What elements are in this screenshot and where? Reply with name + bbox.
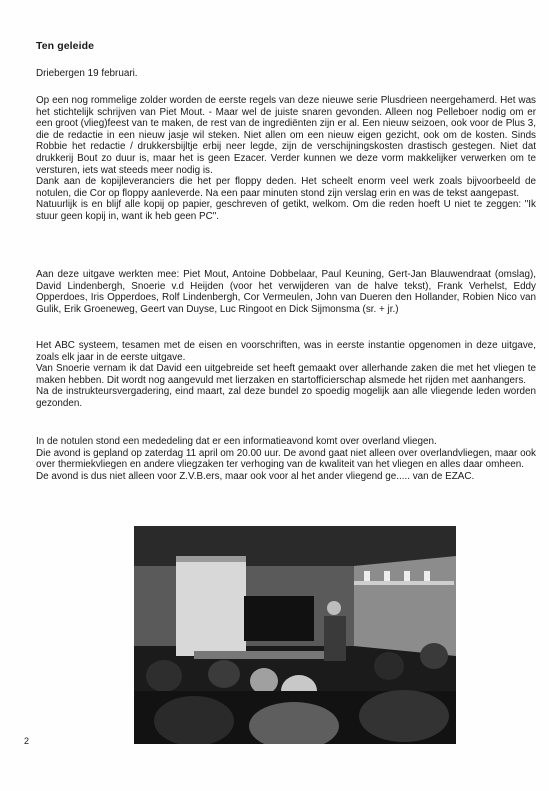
meeting-photo-image bbox=[134, 526, 456, 744]
paragraph-contributors bbox=[36, 269, 536, 315]
article-title: Ten geleide bbox=[36, 40, 95, 52]
paragraph-text: Van Snoerie vernam ik dat David een uitgebreide set heeft gemaakt over allerhande zaken die met het vliegen te maken hebben. Dit wordt nog aangevuld met lierzaken en startofficierschap alsmede het rijden met aanhangers. bbox=[36, 363, 536, 386]
paragraph-text: Het ABC systeem, tesamen met de eisen en voorschriften, was in eerste instantie opgenomen in deze uitgave, zoals elk jaar in de eerste uitgave. bbox=[36, 340, 536, 363]
paragraph-text: De avond is dus niet alleen voor Z.V.B.ers, maar ook voor al het ander vliegend ge..... van de EZAC. bbox=[36, 470, 475, 482]
paragraph-text: Dank aan de kopijleveranciers die het per floppy deden. Het scheelt enorm veel werk zoals bijvoorbeeld de notulen, die Cor op floppy aanleverde. Na een paar minuten stond zijn verslag erin en was de tekst aangepast. bbox=[36, 176, 536, 199]
page-number: 2 bbox=[24, 736, 30, 746]
paragraph-text: Na de instrukteursvergadering, eind maart, zal deze bundel zo spoedig mogelijk aan alle vliegende leden worden gezonden. bbox=[36, 386, 536, 409]
paragraph-abc-system bbox=[36, 340, 536, 410]
paragraph-text: Op een nog rommelige zolder worden de eerste regels van deze nieuwe serie Plusdrieen neergehamerd. Het was het stichtelijk schrijven van Piet Mout. - Maar wel de juiste snaren gevonden. Alleen nog Pelleboer nodig om er een groot (vlieg)feest van te maken, de rest van de ingrediënten zijn er al. Een nieuw seizoen, ook voor de Plus 3, die de redactie in een nieuw jasje wil steken. Niet allen om een nieuw eigen gezicht, ook om de kosten. Sinds Robbie het redactie / drukkersbijltje erbij neer legde, zijn de verschijningskosten drastisch gestegen. Niet dat drukkerij Bout zo duur is, maar het is geen Ezacer. Verder kunnen we deze vorm makkelijker verwerken om te versturen, iets wat steeds meer nodig is. bbox=[36, 95, 536, 176]
paragraph-text: Natuurlijk is en blijf alle kopij op papier, geschreven of getikt, welkom. Om die reden hoeft U niet te zeggen: "Ik stuur geen kopij in, want ik heb geen PC". bbox=[36, 199, 536, 222]
paragraph-text: In de notulen stond een mededeling dat er een informatieavond komt over overland vliegen. bbox=[36, 436, 437, 447]
meeting-photo bbox=[134, 526, 456, 744]
paragraph-text: Die avond is gepland op zaterdag 11 april om 20.00 uur. De avond gaat niet alleen over overlandvliegen, maar ook over thermiekvliegen en andere vliegzaken ter verhoging van de kwaliteit van het vliegen en alles daar omheen. bbox=[36, 447, 536, 471]
paragraph-text: Aan deze uitgave werkten mee: Piet Mout, Antoine Dobbelaar, Paul Keuning, Gert-Jan Blauwendraat (omslag), David Lindenbergh, Snoerie v.d Heijden (voor het verwijderen van de halve tekst), Frank Verhelst, Eddy Opperdoes, Iris Opperdoes, Rolf Lindenbergh, Cor Vermeulen, John van Dueren den Hollander, Robien Nico van Gulik, Erik Groeneweg, Geert van Duyse, Luc Ringoot en Dick Sijmonsma (sr. + jr.) bbox=[36, 269, 536, 315]
paragraph-intro bbox=[36, 95, 536, 223]
article-date: Driebergen 19 februari. bbox=[36, 68, 138, 79]
paragraph-info-evening bbox=[36, 436, 536, 482]
